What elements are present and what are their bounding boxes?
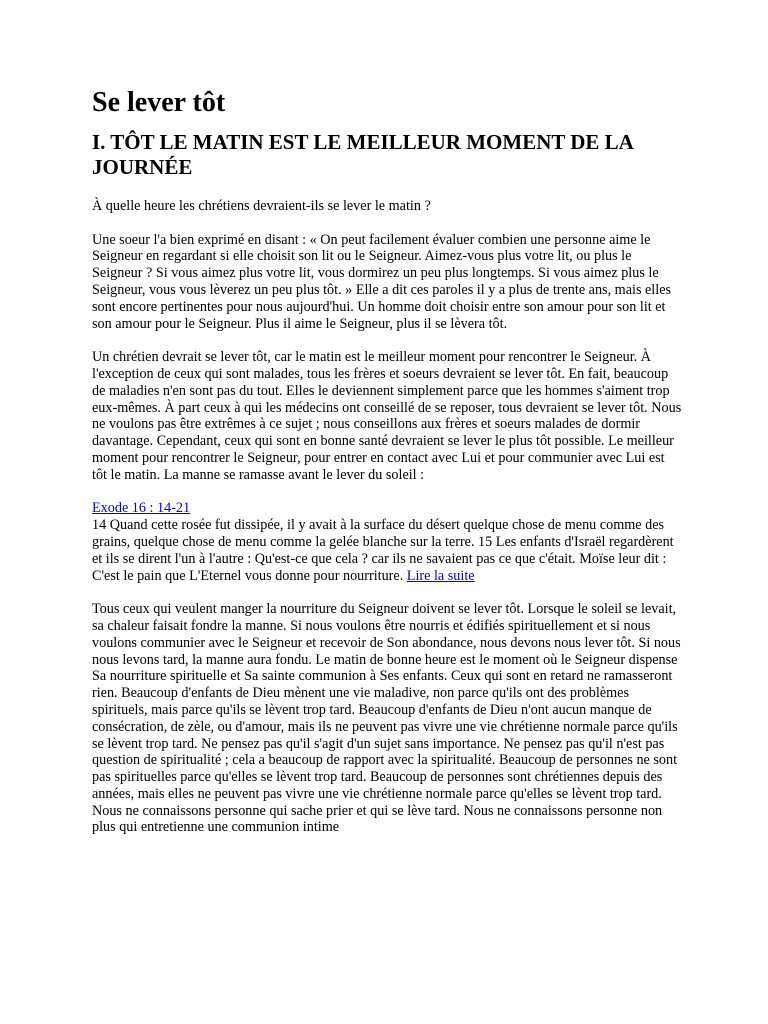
document-page xyxy=(92,86,682,853)
read-more-link[interactable]: Lire la suite xyxy=(406,567,475,584)
paragraph-question: À quelle heure les chrétiens devraient-ils se lever le matin ? xyxy=(92,198,431,214)
verse-block xyxy=(92,500,682,584)
paragraph-sister-quote: Une soeur l'a bien exprimé en disant : « On peut facilement évaluer combien une personne aime le Seigneur en regardant si elle choisit son lit ou le Seigneur. Aimez-vous plus votre lit, ou plus le Seigneur ? Si vous aimez plus votre lit, vous dormirez un peu plus longtemps. Si vous aimez plus le Seigneur, vous vous lèverez un peu plus tôt. » Elle a dit ces paroles il y a plus de trente ans, mais elles sont encore pertinentes pour nous aujourd'hui. Un homme doit choisir entre son amour pour son lit et son amour pour le Seigneur. Plus il aime le Seigneur, plus il se lèvera tôt. xyxy=(92,231,672,332)
section-heading: I. TÔT LE MATIN EST LE MEILLEUR MOMENT DE LA JOURNÉE xyxy=(92,130,633,179)
verse-text: 14 Quand cette rosée fut dissipée, il y avait à la surface du désert quelque chose de menu comme des grains, quelque chose de menu comme la gelée blanche sur la terre. 15 Les enfants d'Israël regardèrent et ils se dirent l'un à l'autre : Qu'est-ce que cela ? car ils ne savaient pas ce que c'était. Moïse leur dit : C'est le pain que L'Eternel vous donne pour nourriture. xyxy=(92,517,674,584)
paragraph-manna: Tous ceux qui veulent manger la nourriture du Seigneur doivent se lever tôt. Lorsque le soleil se levait, sa chaleur faisait fondre la manne. Si nous voulons être nourris et édifiés spirituellement et si nous voulons communier avec le Seigneur et recevoir de Son abondance, nous devons nous lever tôt. Si nous nous levons tard, la manne aura fondu. Le matin de bonne heure est le moment où le Seigneur dispense Sa nourriture spirituelle et Sa sainte communion à Ses enfants. Ceux qui sont en retard ne ramasseront rien. Beaucoup d'enfants de Dieu mènent une vie maladive, non parce qu'ils ont des problèmes spirituels, mais parce qu'ils se lèvent trop tard. Beaucoup d'enfants de Dieu n'ont aucun manque de consécration, de zèle, ou d'amour, mais ils ne peuvent pas vivre une vie chrétienne normale parce qu'ils se lèvent trop tard. Ne pensez pas qu'il s'agit d'un sujet sans importance. Ne pensez pas qu'il n'est pas question de spiritualité ; cela a beaucoup de rapport avec la spiritualité. Beaucoup de personnes ne sont pas spirituelles parce qu'elles se lèvent trop tard. Beaucoup de personnes sont chrétiennes depuis des années, mais elles ne peuvent pas vivre une vie chrétienne normale parce qu'elles se lèvent trop tard. Nous ne connaissons personne qui sache prier et qui se lève tard. Nous ne connaissons personne non plus qui entretienne une communion intime xyxy=(92,601,681,836)
page-title: Se lever tôt xyxy=(92,87,226,118)
paragraph-morning-best-time: Un chrétien devrait se lever tôt, car le matin est le meilleur moment pour rencontrer le Seigneur. À l'exception de ceux qui sont malades, tous les frères et soeurs devraient se lever tôt. En fait, beaucoup de maladies n'en sont pas du tout. Elles le deviennent simplement parce que les hommes s'aiment trop eux-mêmes. À part ceux à qui les médecins ont conseillé de se reposer, tous devraient se lever tôt. Nous ne voulons pas être extrêmes à ce sujet ; nous conseillons aux frères et soeurs malades de dormir davantage. Cependant, ceux qui sont en bonne santé devraient se lever le plus tôt possible. Le meilleur moment pour rencontrer le Seigneur, pour entrer en contact avec Lui et pour communier avec Lui est tôt le matin. La manne se ramasse avant le lever du soleil : xyxy=(92,349,682,483)
verse-reference-link[interactable]: Exode 16 : 14-21 xyxy=(92,500,191,517)
